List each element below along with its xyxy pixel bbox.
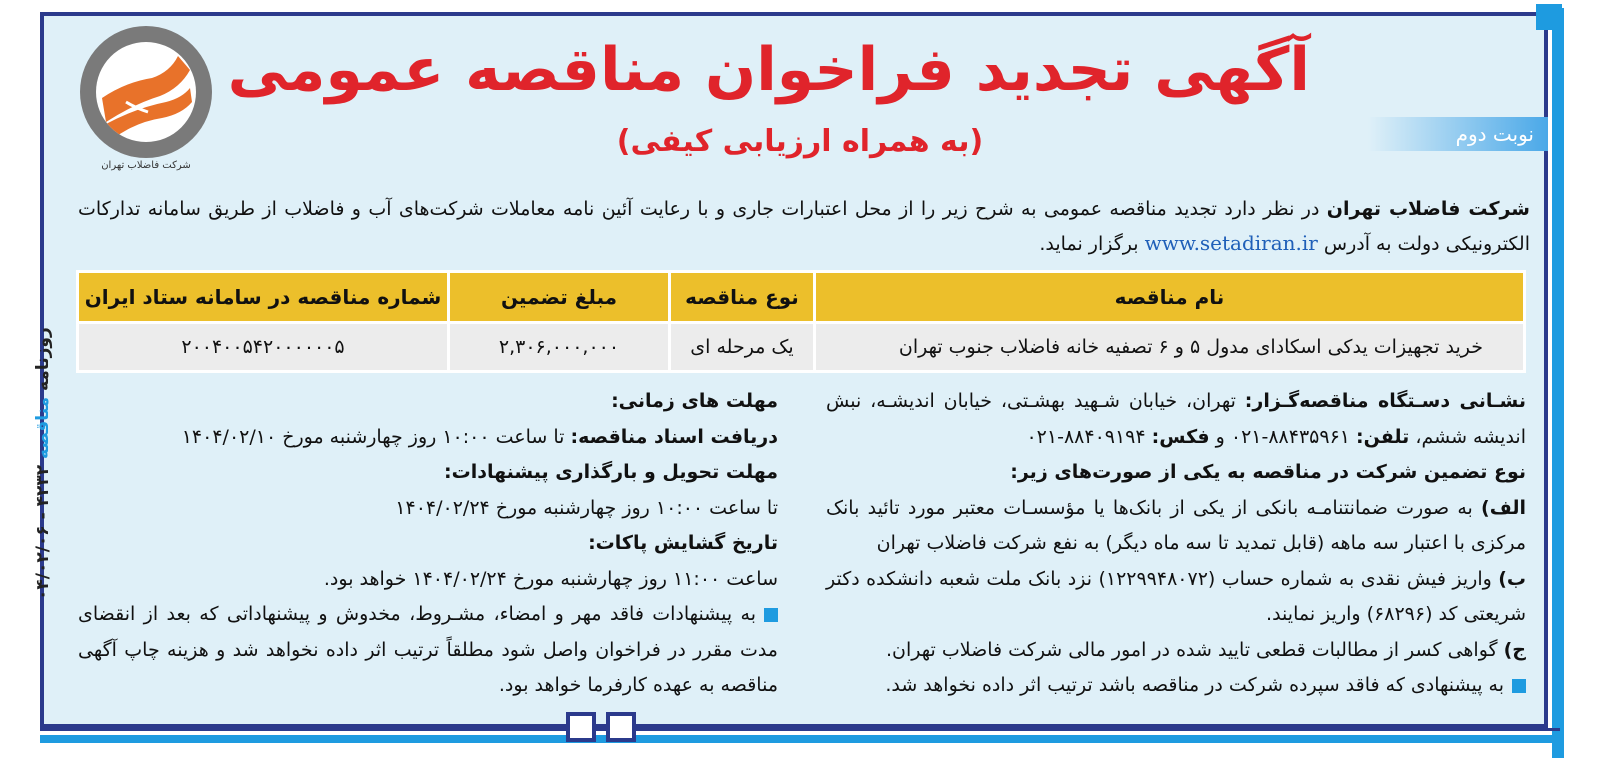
address-line xyxy=(826,384,1526,455)
cell-tender-type: یک مرحله ای xyxy=(670,323,815,372)
side-brand: مناقصه xyxy=(33,396,53,459)
right-note xyxy=(826,668,1526,704)
address-label: نشـانی دسـتگاه مناقصه‌گـزار: xyxy=(1244,390,1526,412)
b-text: واریز فیش نقدی به شماره حساب (۱۲۲۹۹۴۸۰۷۲) نزد بانک ملت شعبه دانشکده دکتر شریعتی کد (۶۸۲۹۶) واریز نمایند. xyxy=(826,567,1526,625)
ad-subtitle: (به همراه ارزیابی کیفی) xyxy=(616,124,984,159)
phone-label: تلفن: xyxy=(1356,425,1410,448)
right-stripe xyxy=(1552,8,1564,758)
a-text: به صورت ضمانتنامـه بانکی از یکی از بانک‌ها یا مؤسسـات معتبر مورد تائید بانک مرکزی با اعتبار سه ماهه (قابل تمدید تا سه ماه دیگر) به نفع شرکت فاضلاب تهران xyxy=(826,496,1526,554)
docs-text: تا ساعت ۱۰:۰۰ روز چهارشنبه مورخ ۱۴۰۴/۰۲/۱۰ xyxy=(181,425,571,448)
opening-label: تاریخ گشایش پاکات: xyxy=(588,532,778,554)
address-text: تهران، خیابان شـهید بهشـتی، خیابان اندیشـه، نبش اندیشه ششم، xyxy=(826,390,1526,448)
intro-text-2: برگزار نماید. xyxy=(1039,233,1145,255)
table-header-row xyxy=(78,272,1525,323)
phone-text: ۸۸۴۳۵۹۶۱-۰۲۱ و xyxy=(1209,425,1357,448)
intro-text-1: در نظر دارد تجدید مناقصه عمومی به شرح زیر را از محل اعتبارات جاری و با رعایت آئین نامه معاملات شرکت‌های آب و فاضلاب از طریق سامانه تدارکات الکترونیکی دولت به آدرس xyxy=(78,198,1530,255)
bottom-border xyxy=(40,728,1560,731)
table-row xyxy=(78,323,1525,372)
guarantee-heading: نوع تضمین شرکت در مناقصه به یکی از صورت‌های زیر: xyxy=(1010,461,1526,483)
c-text: گواهی کسر از مطالبات قطعی تایید شده در امور مالی شرکت فاضلاب تهران. xyxy=(886,638,1504,661)
a-label: الف) xyxy=(1481,496,1526,519)
right-column xyxy=(826,384,1526,704)
submit-label: مهلت تحویل و بارگذاری پیشنهادات: xyxy=(444,461,778,483)
company-name: شرکت فاضلاب تهران xyxy=(1326,198,1530,220)
c-label: ج) xyxy=(1503,638,1526,661)
side-issue: ۴۲۳۲ - ۰۴/۰۲/۰۶ xyxy=(33,458,53,600)
tender-table xyxy=(76,270,1526,373)
fax-text: ۸۸۴۰۹۱۹۴-۰۲۱ xyxy=(1026,425,1152,448)
ad-title: آگهی تجدید فراخوان مناقصه عمومی xyxy=(227,35,1310,105)
right-note-text: به پیشنهادی که فاقد سپرده شرکت در مناقصه باشد ترتیب اثر داده نخواهد شد. xyxy=(885,674,1504,696)
bottom-square-1 xyxy=(566,712,596,742)
cell-guarantee: ۲,۳۰۶,۰۰۰,۰۰۰ xyxy=(449,323,670,372)
left-note xyxy=(78,597,778,704)
left-column xyxy=(78,384,778,704)
bottom-square-2 xyxy=(606,712,636,742)
header-tender-type: نوع مناقصه xyxy=(670,272,815,323)
side-newspaper: روزنامه xyxy=(33,327,53,391)
bottom-stripe xyxy=(40,735,1560,743)
logo-wave-icon xyxy=(96,42,196,142)
company-logo xyxy=(80,26,212,158)
docs-line xyxy=(78,420,778,456)
submit-text: تا ساعت ۱۰:۰۰ روز چهارشنبه مورخ ۱۴۰۴/۰۲/۲۴ xyxy=(395,496,778,519)
deadlines-heading: مهلت های زمانی: xyxy=(611,390,778,412)
left-note-text: به پیشنهادات فاقد مهر و امضاء، مشـروط، مخدوش و پیشنهاداتی که بعد از انقضای مدت مقرر در فراخوان واصل شود مطلقاً ترتیب اثر داده نخواهد شد و هزینه چاپ آگهی مناقصه به عهده کارفرما خواهد بود. xyxy=(78,603,778,696)
bullet-icon xyxy=(1512,679,1526,693)
opening-text: ساعت ۱۱:۰۰ روز چهارشنبه مورخ ۱۴۰۴/۰۲/۲۴ خواهد بود. xyxy=(323,567,778,590)
logo-caption: شرکت فاضلاب تهران xyxy=(101,160,191,171)
side-caption xyxy=(18,180,53,600)
header-tender-name: نام مناقصه xyxy=(815,272,1525,323)
fax-label: فکس: xyxy=(1151,425,1210,448)
guarantee-b xyxy=(826,562,1526,633)
cell-tender-name: خرید تجهیزات یدکی اسکادای مدول ۵ و ۶ تصفیه خانه فاضلاب جنوب تهران xyxy=(815,323,1525,372)
tender-url[interactable]: www.setadiran.ir xyxy=(1144,231,1318,255)
header-tender-number: شماره مناقصه در سامانه ستاد ایران xyxy=(78,272,449,323)
guarantee-a xyxy=(826,491,1526,562)
cell-tender-number: ۲۰۰۴۰۰۵۴۲۰۰۰۰۰۰۵ xyxy=(78,323,449,372)
docs-label: دریافت اسناد مناقصه: xyxy=(570,425,778,448)
intro-paragraph xyxy=(78,192,1530,261)
b-label: ب) xyxy=(1498,567,1526,590)
guarantee-c xyxy=(826,633,1526,669)
round-badge: نوبت دوم xyxy=(1368,117,1548,151)
bullet-icon xyxy=(764,608,778,622)
header-guarantee: مبلغ تضمین xyxy=(449,272,670,323)
